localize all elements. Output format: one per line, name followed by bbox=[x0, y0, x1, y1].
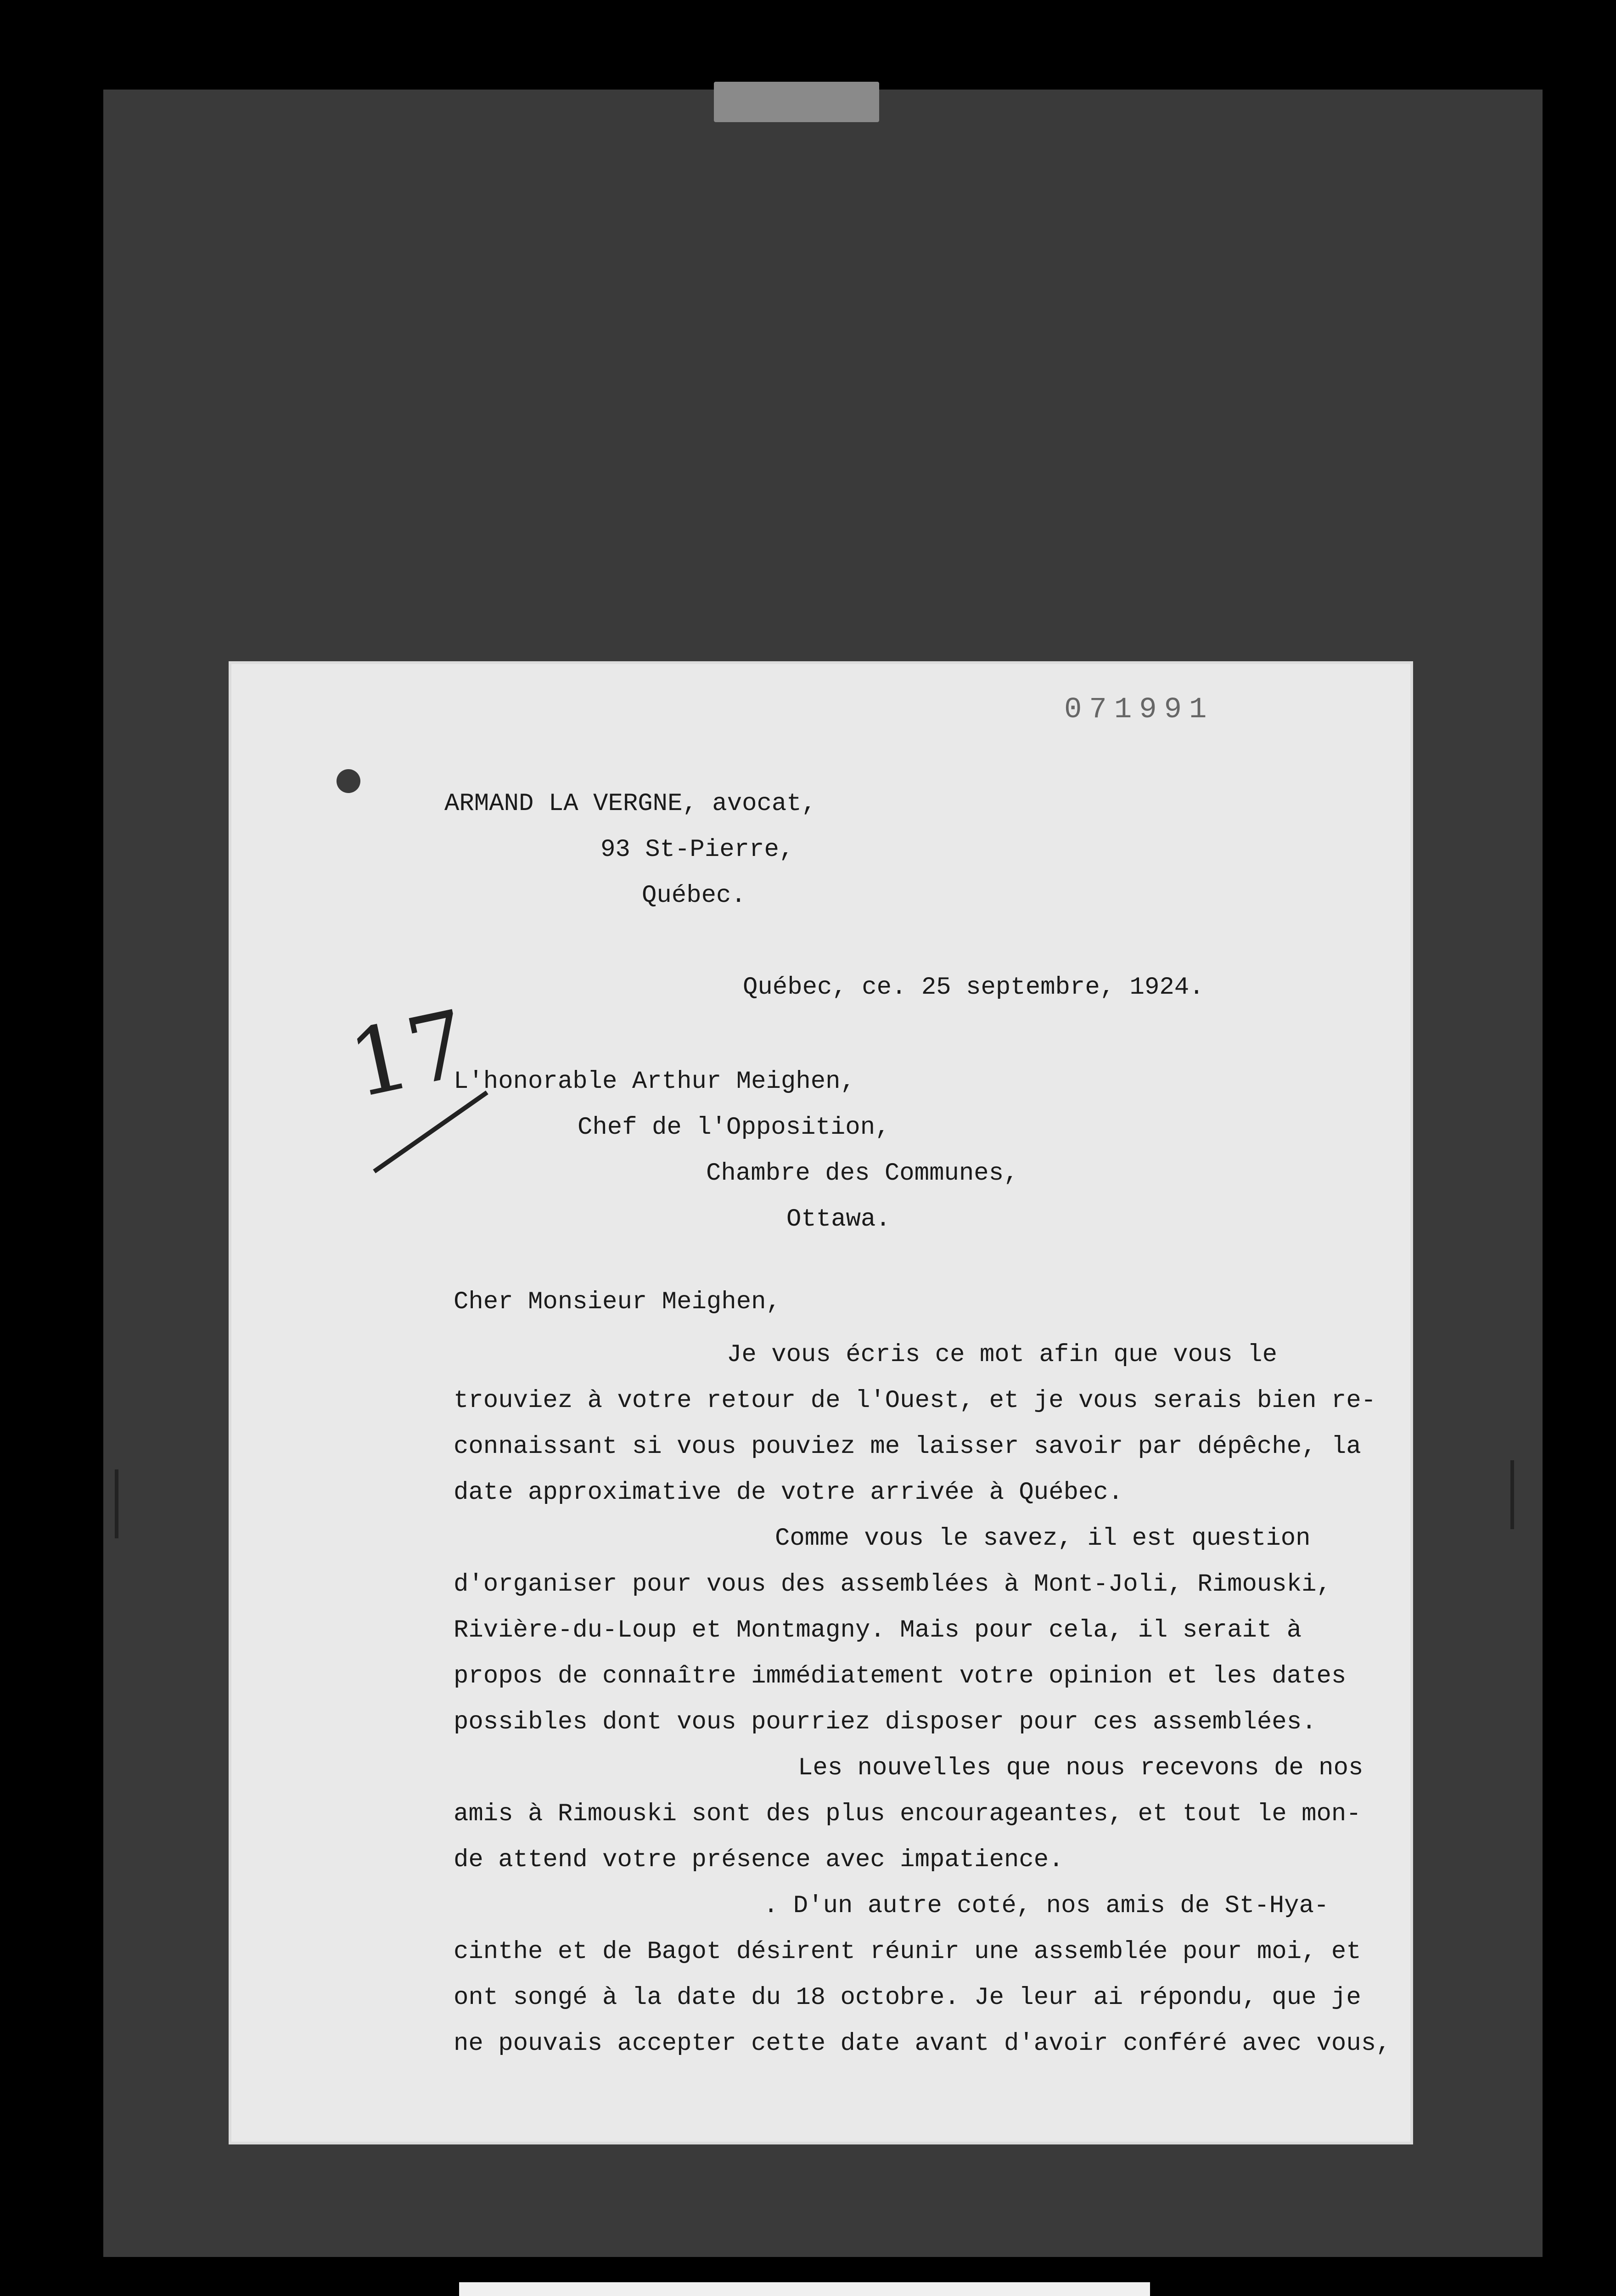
sender-city: Québec. bbox=[642, 882, 746, 910]
body-line: ont songé à la date du 18 octobre. Je leur ai répondu, que je bbox=[454, 1984, 1361, 2012]
body-line: d'organiser pour vous des assemblées à Mont-Joli, Rimouski, bbox=[454, 1570, 1331, 1598]
film-edge-mark bbox=[1510, 1460, 1514, 1529]
body-line: ne pouvais accepter cette date avant d'avoir conféré avec vous, bbox=[454, 2030, 1391, 2058]
punch-hole bbox=[337, 769, 360, 793]
body-line: propos de connaître immédiatement votre opinion et les dates bbox=[454, 1662, 1347, 1690]
body-line: connaissant si vous pouviez me laisser savoir par dépêche, la bbox=[454, 1433, 1361, 1461]
body-line: possibles dont vous pourriez disposer pour ces assemblées. bbox=[454, 1708, 1317, 1736]
archive-number: 071991 bbox=[1064, 693, 1214, 726]
recipient-name: L'honorable Arthur Meighen, bbox=[454, 1068, 855, 1096]
dateline: Québec, ce. 25 septembre, 1924. bbox=[743, 974, 1204, 1002]
body-line: Comme vous le savez, il est question bbox=[775, 1525, 1311, 1553]
sender-street: 93 St-Pierre, bbox=[600, 836, 794, 864]
reference-label bbox=[459, 2282, 1150, 2296]
salutation: Cher Monsieur Meighen, bbox=[454, 1288, 781, 1316]
body-line: Les nouvelles que nous recevons de nos bbox=[798, 1754, 1364, 1782]
sender-name: ARMAND LA VERGNE, avocat, bbox=[444, 790, 817, 818]
body-line: Je vous écris ce mot afin que vous le bbox=[727, 1341, 1277, 1369]
body-line: Rivière-du-Loup et Montmagny. Mais pour cela, il serait à bbox=[454, 1616, 1302, 1644]
body-line: date approximative de votre arrivée à Québec. bbox=[454, 1479, 1123, 1507]
body-line: . D'un autre coté, nos amis de St-Hya- bbox=[763, 1892, 1329, 1920]
film-edge-mark bbox=[115, 1469, 118, 1538]
recipient-city: Ottawa. bbox=[786, 1205, 891, 1233]
file-mark: 17 bbox=[340, 990, 477, 1119]
mount-clip bbox=[714, 82, 879, 122]
body-line: amis à Rimouski sont des plus encourageantes, et tout le mon- bbox=[454, 1800, 1361, 1828]
recipient-title: Chef de l'Opposition, bbox=[578, 1114, 890, 1142]
body-line: trouviez à votre retour de l'Ouest, et je vous serais bien re- bbox=[454, 1387, 1376, 1415]
letter-sheet bbox=[229, 661, 1413, 2144]
recipient-office: Chambre des Communes, bbox=[706, 1159, 1019, 1187]
body-line: cinthe et de Bagot désirent réunir une assemblée pour moi, et bbox=[454, 1938, 1361, 1966]
body-line: de attend votre présence avec impatience. bbox=[454, 1846, 1064, 1874]
